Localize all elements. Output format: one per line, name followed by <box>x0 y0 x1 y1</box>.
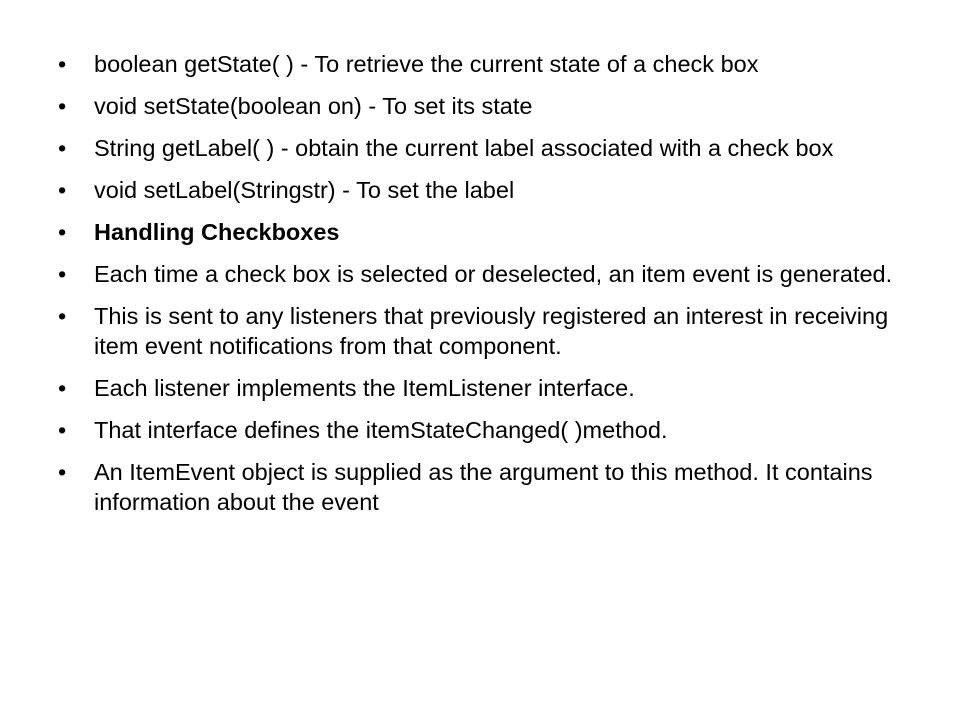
section-heading: Handling Checkboxes <box>94 219 340 245</box>
section-heading-item <box>58 217 910 247</box>
bullet-text: void setLabel(Stringstr) - To set the label <box>94 177 515 203</box>
bullet-icon: • <box>58 375 67 401</box>
bullet-icon: • <box>58 459 67 485</box>
bullet-item <box>58 373 910 403</box>
bullet-item <box>58 175 910 205</box>
bullet-icon: • <box>58 51 67 77</box>
bullet-item <box>58 415 910 445</box>
bullet-item <box>58 133 910 163</box>
bullet-text: void setState(boolean on) - To set its state <box>94 93 533 119</box>
bullet-text: That interface defines the itemStateChanged( )method. <box>94 417 668 443</box>
bullet-text: String getLabel( ) - obtain the current label associated with a check box <box>94 135 834 161</box>
bullet-item <box>58 259 910 289</box>
bullet-item <box>58 301 910 361</box>
bullet-icon: • <box>58 417 67 443</box>
bullet-icon: • <box>58 261 67 287</box>
bullet-text: Each time a check box is selected or deselected, an item event is generated. <box>94 261 893 287</box>
bullet-text: An ItemEvent object is supplied as the argument to this method. It contains information about the event <box>94 459 873 515</box>
bullet-icon: • <box>58 177 67 203</box>
bullet-item <box>58 49 910 79</box>
bullet-icon: • <box>58 93 67 119</box>
bullet-icon: • <box>58 219 67 245</box>
bullet-item <box>58 457 910 517</box>
bullet-text: This is sent to any listeners that previously registered an interest in receiving item event notifications from that component. <box>94 303 889 359</box>
bullet-icon: • <box>58 135 67 161</box>
bullet-text: boolean getState( ) - To retrieve the current state of a check box <box>94 51 759 77</box>
bullet-icon: • <box>58 303 67 329</box>
bullet-list <box>58 49 910 529</box>
bullet-text: Each listener implements the ItemListener interface. <box>94 375 635 401</box>
bullet-item <box>58 91 910 121</box>
